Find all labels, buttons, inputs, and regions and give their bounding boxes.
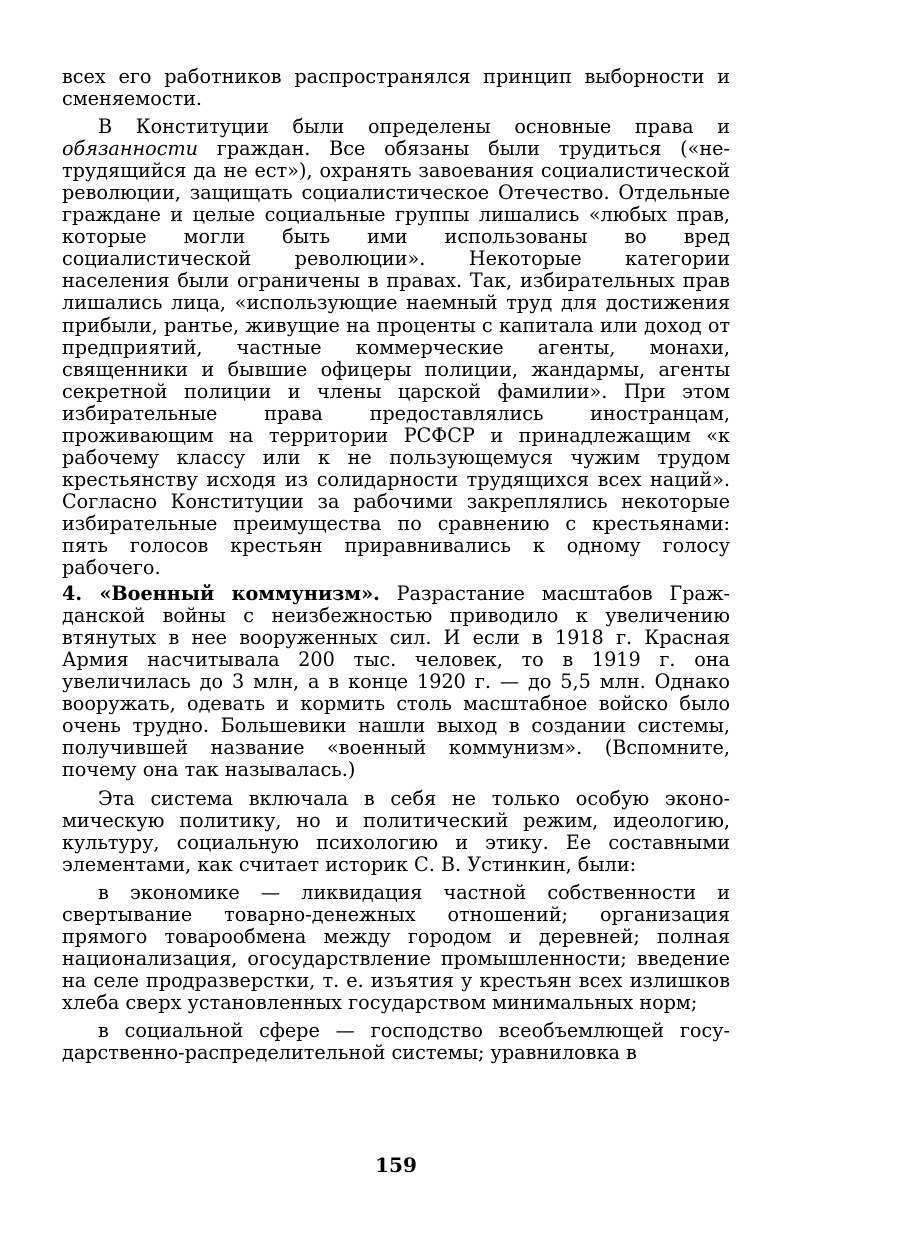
war-communism-text: Разрастание масштабов Гражданской войны с неизбежностью приводило к увеличению втянутых в нее вооруженных сил. И если в 1918 г. Красная Армия насчитывала 200 тыс. человек, то в 1919 г. она увеличилась до 3 млн, а в конце 1920 г. — до 5,5 млн. Однако вооружать, одевать и кормить столь масштабное войско было очень трудно. Большевики нашли выход в создании системы, получившей название «военный коммунизм». (Вспомните, почему она так называлась.) [62, 582, 730, 782]
paragraph-social-sphere: в социальной сфере — господство всеобъемлющей государственно-распределительной системы; уравниловка в [62, 1018, 730, 1065]
paragraph-system-elements: Эта система включала в себя не только особую экономическую политику, но и политический режим, идеологию, культуру, социальную психологию и этику. Ее составными элементами, как считает историк С. В. Устинкин, были: [62, 786, 730, 876]
constitution-text-rest: граждан. Все обязаны были трудиться («нетрудящийся да не ест»), охранять завоевания социалистической революции, защищать социалистическое Отечество. Отдельные граждане и целые социальные группы лишались «любых прав, которые могли быть ими использованы во вред социалистической революции». Некоторые категории населения были ограничены в правах. Так, избирательных прав лишались лица, «использующие наемный труд для достижения прибыли, рантье, живущие на проценты с капитала или доход от предприятий, частные коммерческие агенты, монахи, священники и бывшие офицеры полиции, жандармы, агенты секретной полиции и члены царской фамилии». При этом избирательные права предоставлялись иностранцам, проживающим на территории РСФСР и принадлежащим «к рабочему классу или к не пользующемуся чужим трудом крестьянству исходя из солидарности трудящихся всех наций». Согласно Конституции за рабочими закреплялись некоторые избирательные преимущества по сравнению с крестьянами: пять голосов крестьян приравнивались к одному голосу рабочего. [62, 137, 730, 580]
page-body [62, 66, 730, 1064]
paragraph-constitution-rights [62, 116, 730, 579]
section-heading-war-communism: 4. «Военный коммунизм». [62, 582, 380, 606]
constitution-text-start: В Конституции были определены основные права и [98, 115, 730, 139]
paragraph-elections: всех его работников распространялся принцип выборности и сменяемости. [62, 65, 730, 111]
page-number: 159 [375, 1153, 417, 1177]
paragraph-economy: в экономике — ликвидация частной собственности и свертывание товарно-денежных отношений; организация прямого товарообмена между городом и деревней; полная национализация, огосударствление промышленности; введение на селе продразверстки, т. е. изъятия у крестьян всех излишков хлеба сверх установленных государством минимальных норм; [62, 880, 730, 1014]
paragraph-war-communism [62, 583, 730, 781]
emphasis-obligations: обязанности [62, 137, 198, 161]
